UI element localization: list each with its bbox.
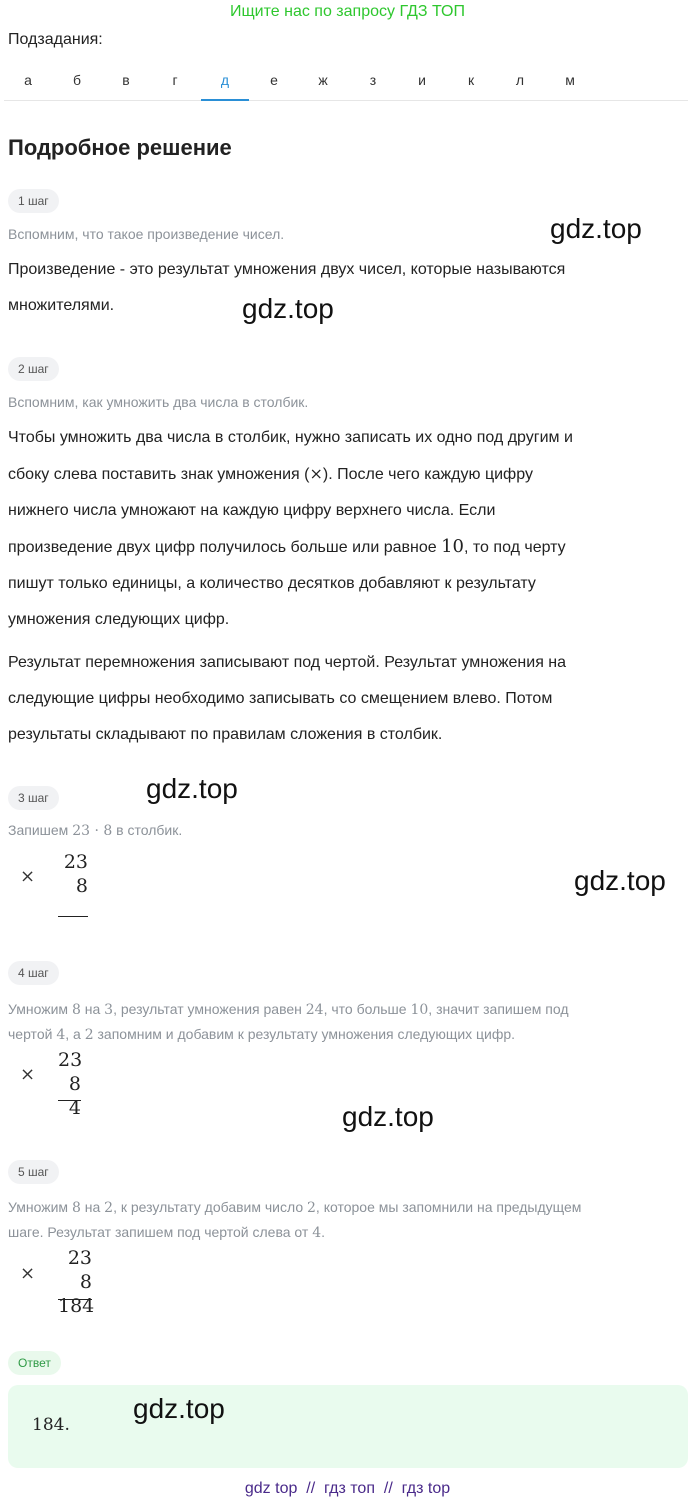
step-2-line: нижнего числа умножают на каждую цифру верхнего числа. Если — [8, 502, 496, 519]
step-2-line: умножения следующих цифр. — [8, 611, 230, 628]
step-2-line: результаты складывают по правилам сложения в столбик. — [8, 726, 443, 743]
column-rule — [58, 1100, 81, 1101]
tab-l[interactable]: л — [515, 72, 525, 88]
step-1-text — [8, 252, 678, 324]
column-rule — [58, 916, 88, 917]
tab-v[interactable]: в — [122, 72, 130, 88]
step-5-hint-line: Умножим 8 на 2, к результату добавим число 2, которое мы запомнили на предыдущем — [8, 1199, 582, 1216]
step-4-chip: 4 шаг — [8, 961, 59, 985]
step-2-line: Результат перемножения записывают под чертой. Результат умножения на — [8, 654, 567, 671]
watermark: gdz.top — [550, 213, 642, 244]
step-5-hint-line: шаге. Результат запишем под чертой слева от 4. — [8, 1224, 326, 1241]
step-4-hint-line: чертой 4, а 2 запомним и добавим к результату умножения следующих цифр. — [8, 1026, 516, 1043]
step-2-hint: Вспомним, как умножить два числа в столбик. — [8, 394, 309, 410]
tab-e[interactable]: е — [270, 72, 278, 88]
step-4-hint — [8, 997, 569, 1047]
step-2-paragraph-2 — [8, 645, 678, 753]
promo-banner: Ищите нас по запросу ГДЗ ТОП — [230, 3, 465, 20]
watermark: gdz.top — [242, 293, 334, 324]
multiply-sign: × — [20, 866, 36, 887]
multiplier: 8 — [75, 875, 88, 897]
step-1-line-2: множителями. — [8, 297, 115, 314]
tab-a[interactable]: а — [24, 72, 32, 88]
step-3-chip: 3 шаг — [8, 786, 59, 810]
multiplier: 8 — [68, 1073, 81, 1095]
multiplier: 8 — [79, 1271, 92, 1293]
multiplicand: 23 — [67, 1247, 92, 1269]
subtasks-label: Подзадания: — [8, 31, 103, 48]
tab-z[interactable]: з — [369, 72, 377, 88]
tab-b[interactable]: б — [72, 72, 82, 88]
step-2-line: Чтобы умножить два числа в столбик, нужно записать их одно под другим и — [8, 429, 573, 446]
step-2-line: следующие цифры необходимо записывать со смещением влево. Потом — [8, 690, 553, 707]
step-2-line: произведение двух цифр получилось больше или равное 10, то под черту — [8, 536, 566, 557]
tab-d[interactable]: д — [201, 70, 249, 101]
step-1-chip: 1 шаг — [8, 189, 59, 213]
step-1-hint: Вспомним, что такое произведение чисел. — [8, 226, 285, 242]
watermark: gdz.top — [342, 1101, 434, 1132]
footer-links[interactable]: gdz top // гдз топ // гдз top — [244, 1480, 451, 1497]
multiply-sign: × — [20, 1064, 36, 1085]
step-2-paragraph-1 — [8, 420, 678, 638]
step-2-line: пишут только единицы, а количество десятков добавляют к результату — [8, 575, 536, 592]
step-2-chip: 2 шаг — [8, 357, 59, 381]
step-3-hint: Запишем 23 · 8 в столбик. — [8, 822, 183, 839]
watermark: gdz.top — [574, 865, 666, 896]
column-multiplication — [58, 850, 88, 898]
column-multiplication — [58, 1048, 81, 1120]
multiply-sign: × — [20, 1263, 36, 1284]
solution-title: Подробное решение — [8, 135, 232, 160]
step-5-chip: 5 шаг — [8, 1160, 59, 1184]
multiplicand: 23 — [58, 1049, 83, 1071]
watermark: gdz.top — [146, 773, 238, 804]
answer-value: 184. — [32, 1415, 70, 1435]
multiplicand: 23 — [63, 851, 88, 873]
answer-box — [8, 1385, 688, 1468]
subtask-tabs — [4, 70, 688, 101]
step-5-hint — [8, 1195, 581, 1245]
final-result: 184 — [58, 1295, 95, 1317]
partial-result: 4 — [68, 1097, 81, 1119]
tab-k[interactable]: к — [467, 72, 475, 88]
step-4-hint-line: Умножим 8 на 3, результат умножения равен 24, что больше 10, значит запишем под — [8, 1001, 569, 1018]
watermark: gdz.top — [133, 1393, 225, 1424]
step-2-line: сбоку слева поставить знак умножения (×). После чего каждую цифру — [8, 464, 533, 483]
column-multiplication — [58, 1246, 95, 1318]
tab-i[interactable]: и — [418, 72, 426, 88]
tab-zh[interactable]: ж — [318, 72, 328, 88]
answer-chip: Ответ — [8, 1351, 61, 1375]
tab-g[interactable]: г — [172, 72, 178, 88]
column-rule — [58, 1299, 92, 1300]
step-1-line-1: Произведение - это результат умножения двух чисел, которые называются — [8, 261, 566, 278]
tab-m[interactable]: м — [565, 72, 575, 88]
